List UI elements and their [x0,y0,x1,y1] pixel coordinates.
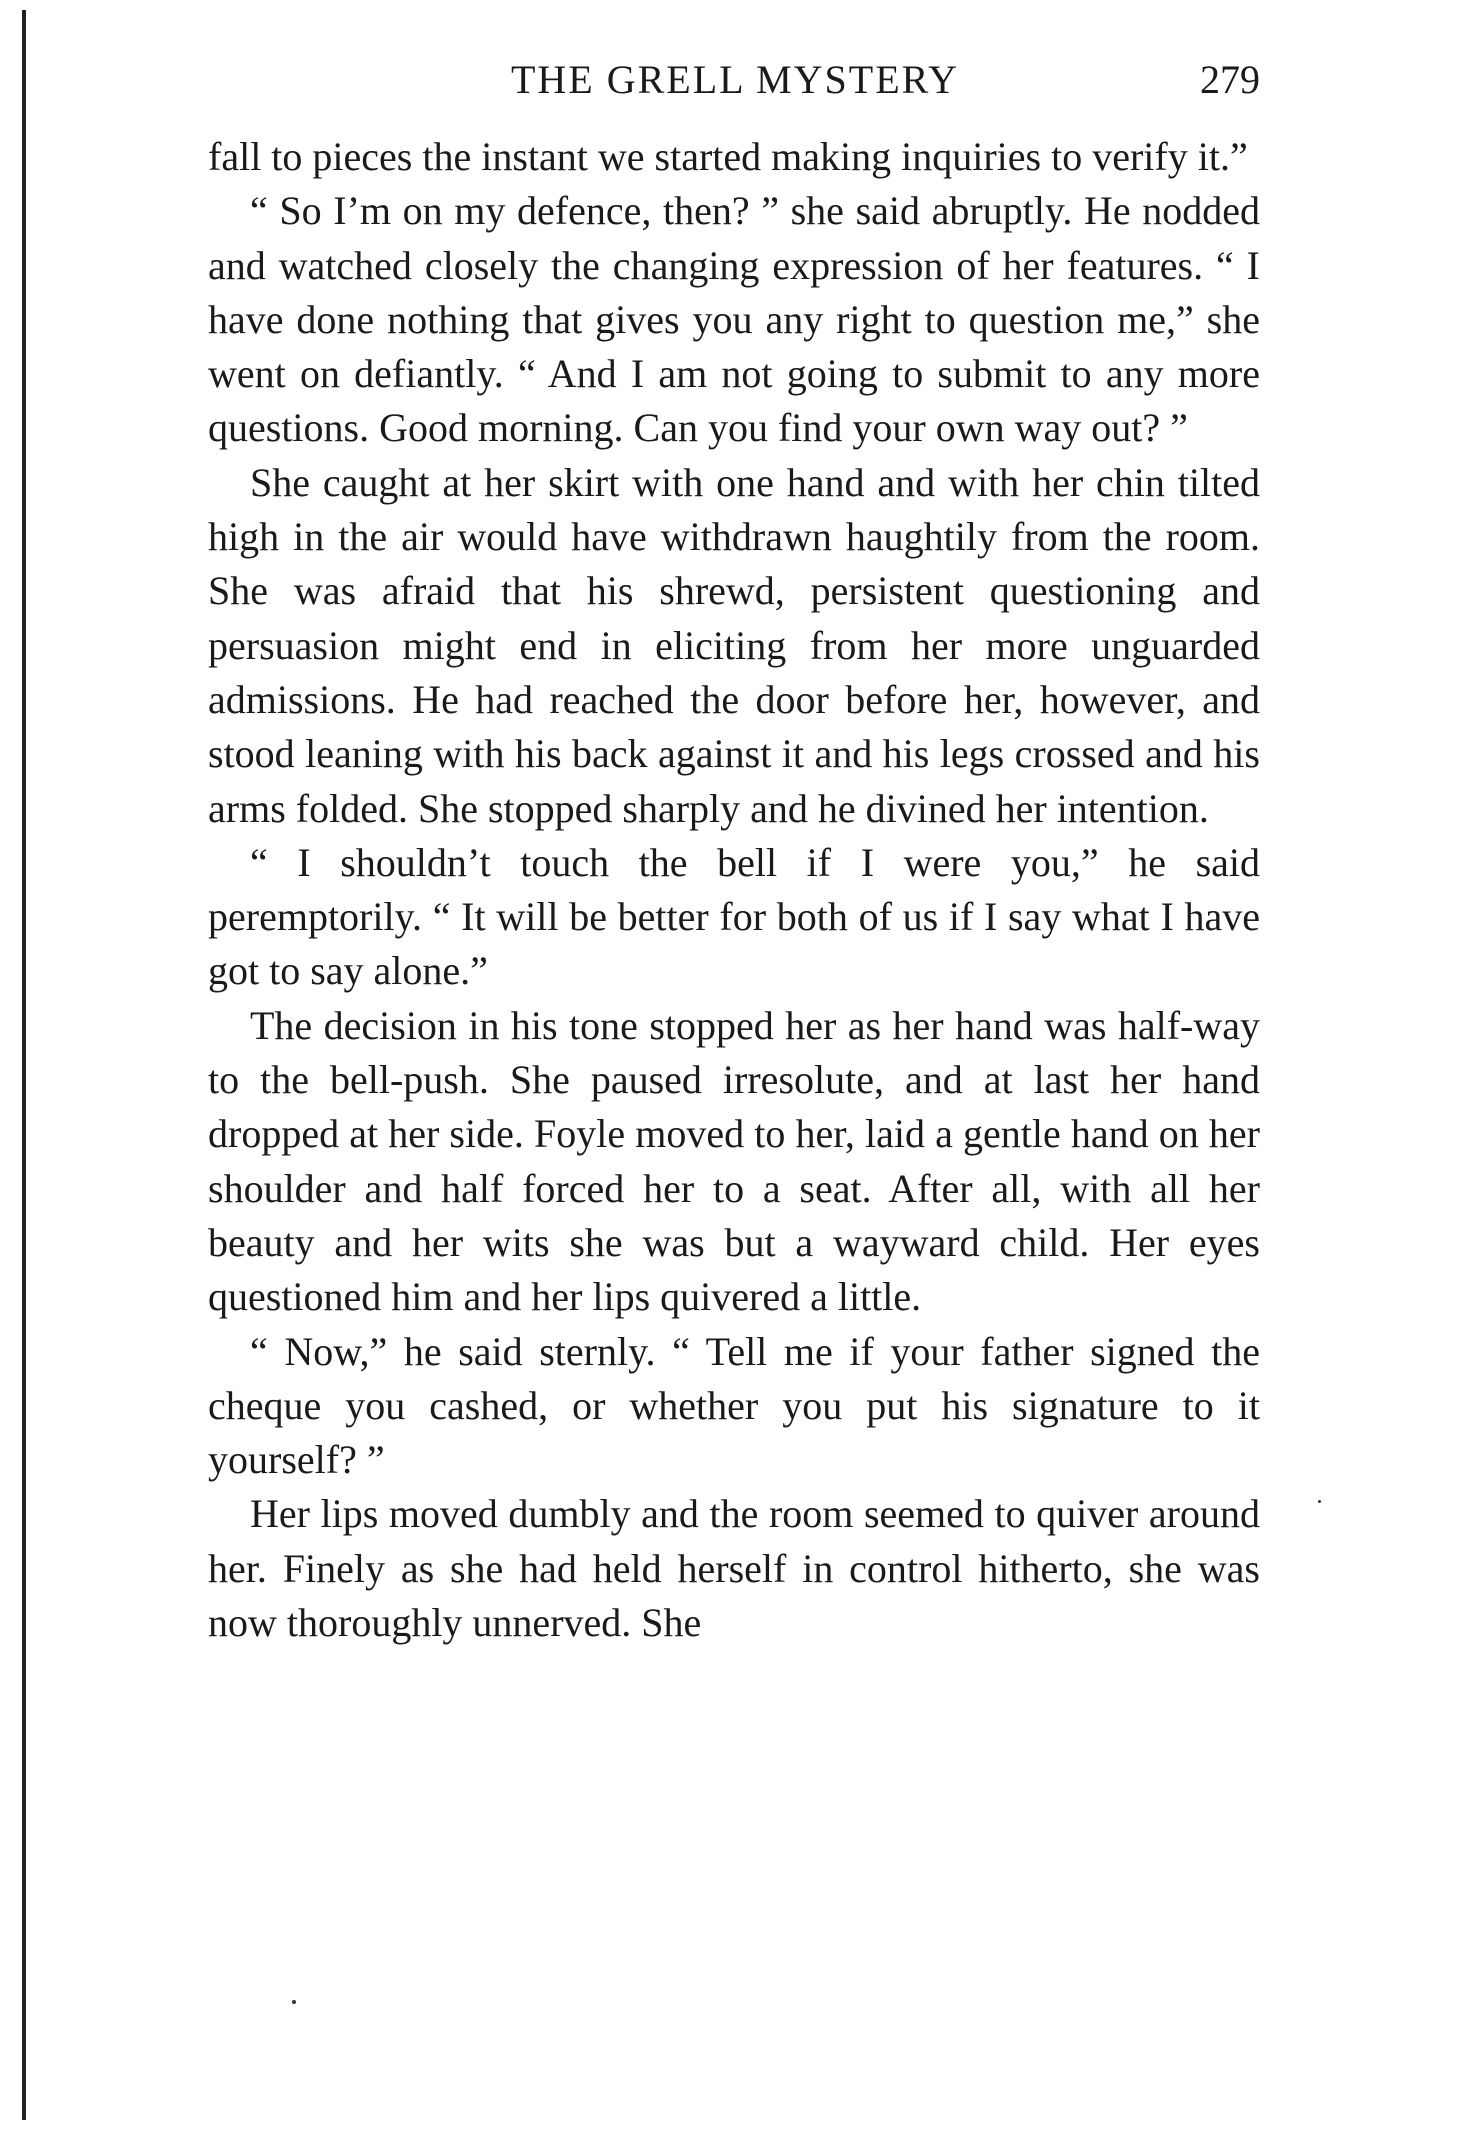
ink-speck [1318,1500,1321,1503]
paragraph: “ I shouldn’t touch the bell if I were you,” he said peremptorily. “ It will be better for both of us if I say what I have got to say alone.” [208,839,1260,994]
paragraph: Her lips moved dumbly and the room seemed to quiver around her. Finely as she had held herself in control hitherto, she was now thoroughly unnerved. She [208,1491,1260,1646]
ink-speck [292,2000,296,2004]
page-number: 279 [1200,57,1260,102]
running-title: THE GRELL MYSTERY [510,57,960,102]
paragraph: She caught at her skirt with one hand and with her chin tilted high in the air would have withdrawn haughtily from the room. She was afraid that his shrewd, persistent questioning and persuasion might end in eliciting from her more unguarded admissions. He had reached the door before her, however, and stood leaning with his back against it and his legs crossed and his arms folded. She stopped sharply and he divined her intention. [208,459,1260,831]
paragraph: fall to pieces the instant we started making inquiries to verify it.” [208,134,1248,179]
page-binding-edge [22,10,26,2120]
paragraph: “ So I’m on my defence, then? ” she said abruptly. He nodded and watched closely the changing expression of her features. “ I have done nothing that gives you any right to question me,” she went on defiantly. “ And I am not going to submit to any more questions. Good morning. Can you find your own way out? ” [208,188,1260,451]
page-header [210,50,1260,110]
paragraph: “ Now,” he said sternly. “ Tell me if your father signed the cheque you cashed, or whether you put his signature to it yourself? ” [208,1328,1260,1483]
body-text [208,130,1260,1650]
paragraph: The decision in his tone stopped her as her hand was half-way to the bell-push. She paused irresolute, and at last her hand dropped at her side. Foyle moved to her, laid a gentle hand on her shoulder and half forced her to a seat. After all, with all her beauty and her wits she was but a wayward child. Her eyes questioned him and her lips quivered a little. [208,1002,1260,1320]
